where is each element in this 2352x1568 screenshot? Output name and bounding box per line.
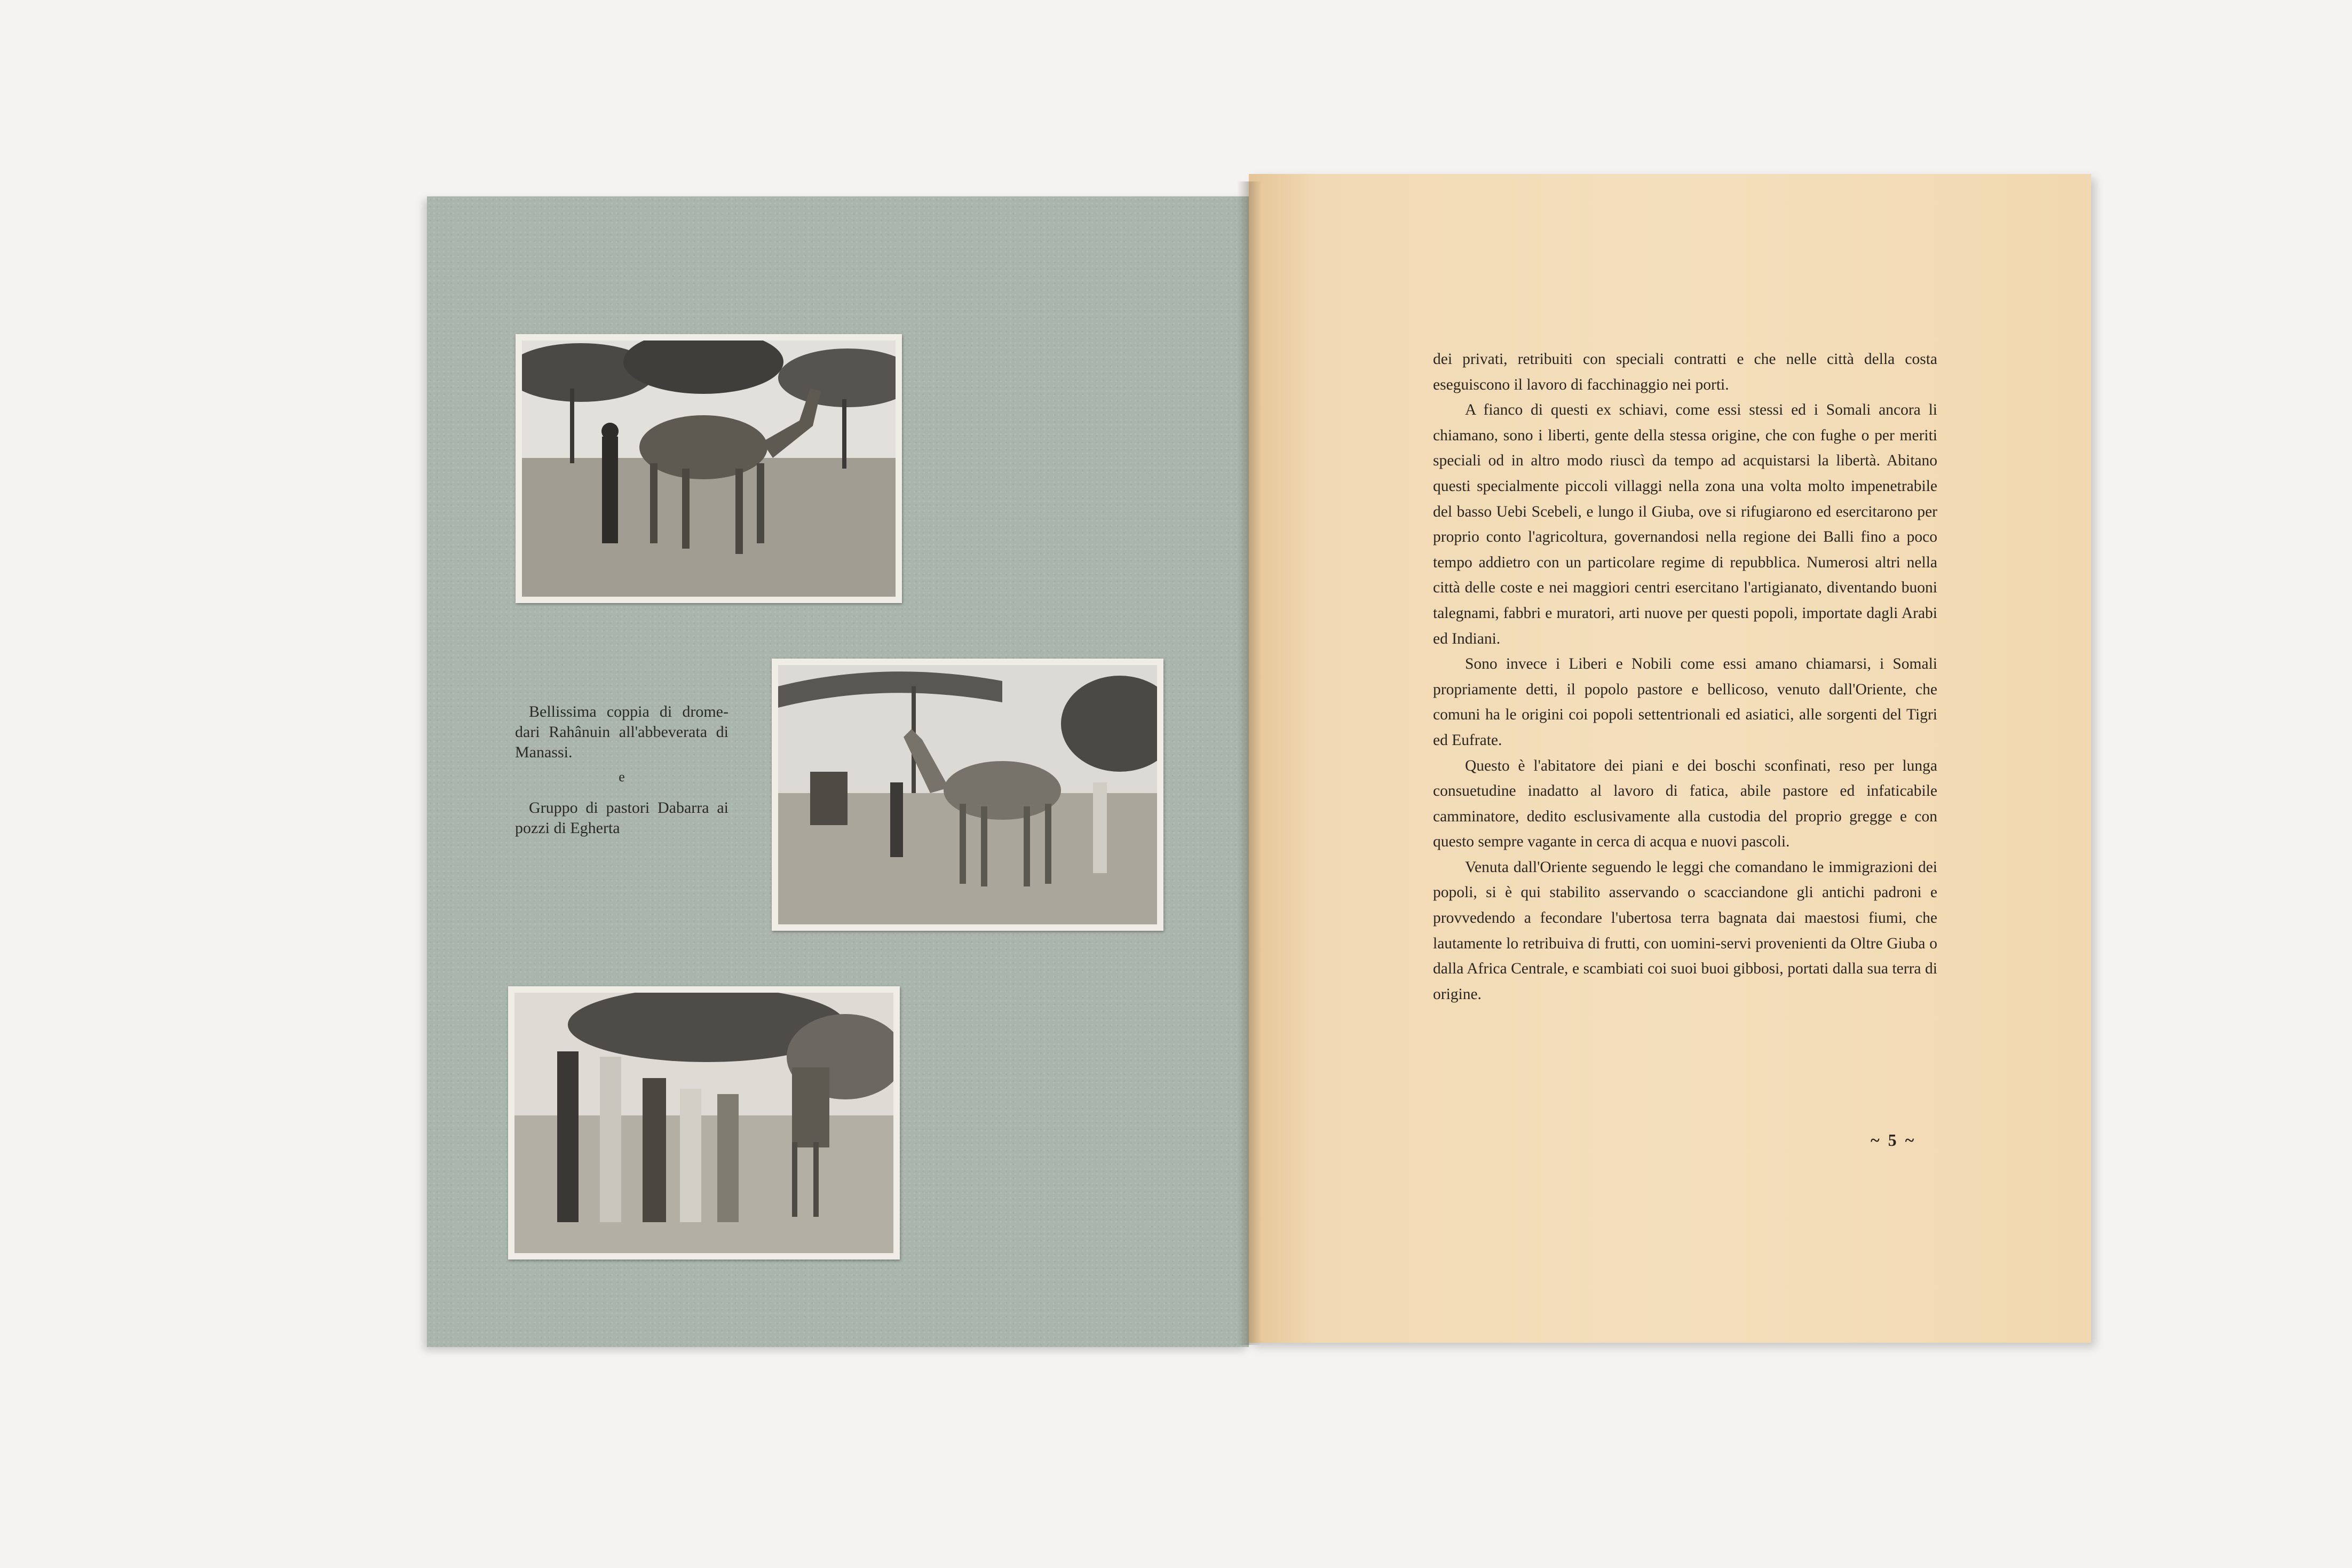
paragraph: Venuta dall'Oriente seguendo le leggi che comandano le immigrazioni dei popoli, si è qui stabilito asservando o scacciandone gli antichi padroni e provvedendo a fecondare l'ubertosa terra bagnata dai maestosi fiumi, che lautamente lo retribuiva di frutti, con uomini-servi provenienti da Oltre Giuba o dalla Africa Centrale, e scambiati coi suoi buoi gibbosi, portati dalla sua terra di origine. xyxy=(1433,858,1937,1003)
photo-group-of-shepherds xyxy=(508,986,900,1260)
photo-caption xyxy=(515,702,728,838)
paragraph: Questo è l'abitatore dei piani e dei boschi sconfinati, reso per lunga consuetudine inadatto al lavoro di fatica, abile pastore ed infaticabile camminatore, dedito esclusivamente alla custodia del proprio gregge e con questo sempre vagante in cerca di acqua e nuovi pascoli. xyxy=(1433,757,1937,851)
page-number: ~ 5 ~ xyxy=(1871,1130,1917,1150)
paragraph: Sono invece i Liberi e Nobili come essi amano chiamarsi, i Somali propriamente detti, il popolo pastore e bellicoso, venuto dall'Oriente, che comuni ha le origini coi popoli settentrionali ed asiatici, alle sorgenti del Tigri ed Eufrate. xyxy=(1433,655,1937,749)
photo-camels-at-well xyxy=(772,659,1163,931)
book-spine xyxy=(1237,181,1262,1345)
caption-first: Bellissima coppia di drome-dari Rahânuin all'abbeverata di Manassi. xyxy=(515,703,728,761)
paragraph: A fianco di questi ex schiavi, come essi stessi ed i Somali ancora li chiamano, sono i liberti, gente della stessa origine, che con fughe o per meriti speciali od in altro modo riuscì da tempo ad acquistarsi la libertà. Abitano questi specialmente piccoli villaggi nella zona una volta molto impenetrabile del basso Uebi Scebeli, e lungo il Giuba, ove si rifugiarono ed esercitarono per proprio conto l'agricoltura, governandosi nella regione dei Balli fino a poco tempo addietro con un particolare regime di repubblica. Numerosi altri nella città delle coste e nei maggiori centri esercitano l'artigianato, diventando buoni talegnami, fabbri e muratori, arti nuove per questi popoli, importate dagli Arabi ed Indiani. xyxy=(1433,401,1937,647)
photo-camel-with-herder xyxy=(516,334,902,603)
caption-second: Gruppo di pastori Dabarra ai pozzi di Egherta xyxy=(515,799,728,837)
paragraph: dei privati, retribuiti con speciali contratti e che nelle città della costa eseguiscono il lavoro di facchinaggio nei porti. xyxy=(1433,351,1937,393)
caption-separator: e xyxy=(619,769,625,785)
body-text xyxy=(1433,347,1937,1007)
